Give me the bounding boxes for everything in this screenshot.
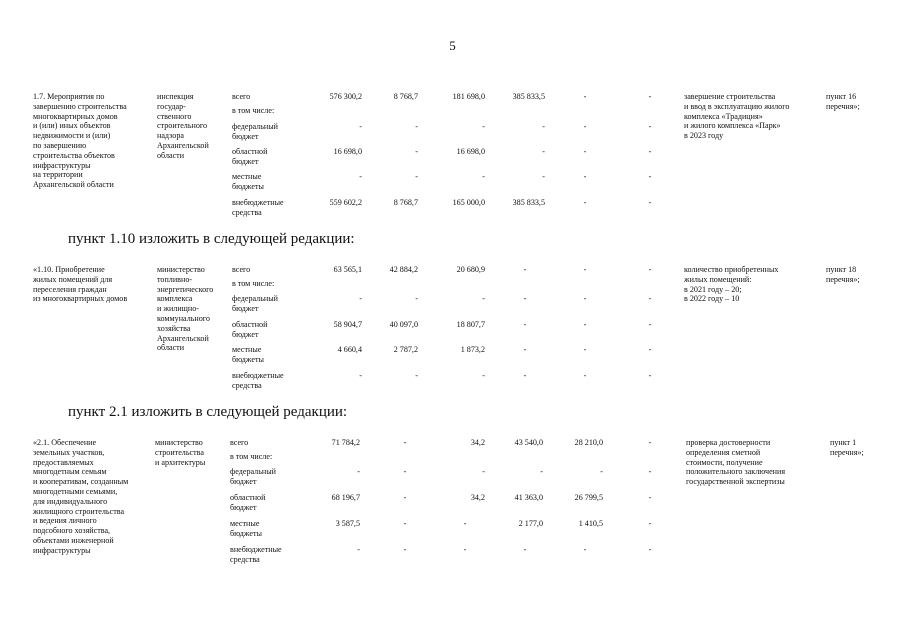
value-year-4: -: [583, 122, 587, 131]
value-year-2: -: [482, 172, 485, 181]
value-year-1: 2 787,2: [393, 345, 418, 354]
value-year-5: -: [648, 147, 652, 156]
value-total: 63 565,1: [333, 265, 362, 274]
value-year-2: -: [482, 122, 485, 131]
list-reference: пункт 1 перечня»;: [830, 438, 864, 457]
value-year-2: 20 680,9: [456, 265, 485, 274]
value-year-4: -: [583, 294, 587, 303]
measure-description: «1.10. Приобретение жилых помещений для переселения граждан из многоквартирных домов: [33, 265, 128, 304]
value-total: 71 784,2: [331, 438, 360, 447]
funding-source: федеральный бюджет: [230, 467, 276, 486]
expected-result: проверка достоверности определения сметной стоимости, получение положительного заключения государственной экспертизы: [686, 438, 786, 487]
funding-source: в том числе:: [230, 452, 273, 461]
value-year-1: 40 097,0: [389, 320, 418, 329]
value-total: 16 698,0: [333, 147, 362, 156]
value-year-3: -: [542, 122, 545, 131]
value-total: -: [357, 545, 360, 554]
funding-source: в том числе:: [232, 106, 275, 115]
value-year-3: 385 833,5: [512, 92, 545, 101]
value-year-2: 1 873,2: [460, 345, 485, 354]
value-total: -: [359, 294, 362, 303]
value-year-3: -: [542, 172, 545, 181]
value-year-2: 16 698,0: [456, 147, 485, 156]
value-year-4: -: [583, 172, 587, 181]
value-total: -: [359, 172, 362, 181]
funding-source: областной бюджет: [230, 493, 266, 512]
value-year-3: 43 540,0: [514, 438, 543, 447]
value-year-5: -: [648, 438, 652, 447]
value-year-4: -: [583, 265, 587, 274]
list-reference: пункт 16 перечня»;: [826, 92, 860, 111]
value-year-3: -: [523, 371, 527, 380]
value-year-2: -: [463, 519, 467, 528]
value-total: -: [359, 122, 362, 131]
value-year-1: -: [403, 493, 407, 502]
value-total: 58 904,7: [333, 320, 362, 329]
amendment-heading: пункт 2.1 изложить в следующей редакции:: [68, 404, 348, 420]
value-total: -: [357, 467, 360, 476]
value-year-2: 181 698,0: [452, 92, 485, 101]
value-year-5: -: [648, 122, 652, 131]
value-year-5: -: [648, 371, 652, 380]
value-total: 3 587,5: [335, 519, 360, 528]
value-year-1: -: [415, 172, 418, 181]
value-year-3: 41 363,0: [514, 493, 543, 502]
value-year-4: -: [583, 198, 587, 207]
amendment-heading: пункт 1.10 изложить в следующей редакции:: [68, 231, 355, 247]
value-year-4: -: [583, 147, 587, 156]
list-reference: пункт 18 перечня»;: [826, 265, 860, 284]
value-year-4: 28 210,0: [574, 438, 603, 447]
value-year-5: -: [648, 493, 652, 502]
value-year-2: 165 000,0: [452, 198, 485, 207]
value-year-2: -: [463, 545, 467, 554]
funding-source: местные бюджеты: [232, 172, 264, 191]
value-year-3: -: [542, 147, 545, 156]
value-year-3: -: [523, 320, 527, 329]
value-year-5: -: [648, 265, 652, 274]
value-total: 576 300,2: [329, 92, 362, 101]
value-year-3: 385 833,5: [512, 198, 545, 207]
value-year-5: -: [648, 172, 652, 181]
value-year-5: -: [648, 467, 652, 476]
value-year-1: -: [403, 467, 407, 476]
funding-source: местные бюджеты: [232, 345, 264, 364]
funding-source: в том числе:: [232, 279, 275, 288]
funding-source: внебюджетные средства: [230, 545, 282, 564]
expected-result: завершение строительства и ввод в эксплуатацию жилого комплекса «Традиция» и жилого комплекса «Парк» в 2023 году: [684, 92, 790, 141]
funding-source: всего: [232, 92, 251, 101]
value-year-2: -: [482, 371, 485, 380]
value-year-1: 42 884,2: [389, 265, 418, 274]
executor: министерство топливно- энергетического комплекса и жилищно- коммунального хозяйства Архангельской области: [157, 265, 214, 353]
funding-source: всего: [232, 265, 251, 274]
value-year-2: -: [482, 467, 485, 476]
funding-source: федеральный бюджет: [232, 294, 278, 313]
value-year-1: -: [403, 545, 407, 554]
measure-description: 1.7. Мероприятия по завершению строительства многоквартирных домов и (или) иных объектов недвижимости и (или) по завершению строительства объектов инфраструктуры на территории Архангельской области: [33, 92, 127, 190]
value-year-1: -: [415, 371, 418, 380]
value-year-1: -: [403, 438, 407, 447]
value-year-1: 8 768,7: [393, 198, 418, 207]
value-year-3: -: [523, 265, 527, 274]
value-year-1: 8 768,7: [393, 92, 418, 101]
value-year-4: -: [583, 345, 587, 354]
funding-source: федеральный бюджет: [232, 122, 278, 141]
value-year-3: 2 177,0: [518, 519, 543, 528]
value-year-1: -: [415, 122, 418, 131]
page-number: 5: [449, 38, 456, 53]
value-year-1: -: [415, 147, 418, 156]
value-year-2: 34,2: [470, 493, 485, 502]
value-year-4: -: [583, 320, 587, 329]
value-year-4: -: [583, 371, 587, 380]
expected-result: количество приобретенных жилых помещений: в 2021 году – 20; в 2022 году – 10: [684, 265, 779, 304]
value-year-3: -: [523, 294, 527, 303]
funding-source: областной бюджет: [232, 320, 268, 339]
executor: инспекция государ- ственного строительного надзора Архангельской области: [157, 92, 209, 160]
value-year-1: -: [415, 294, 418, 303]
value-year-4: -: [583, 92, 587, 101]
value-year-5: -: [648, 519, 652, 528]
value-year-3: -: [540, 467, 543, 476]
value-total: 68 196,7: [331, 493, 360, 502]
value-year-4: 26 799,5: [574, 493, 603, 502]
value-total: 559 602,2: [329, 198, 362, 207]
value-year-4: 1 410,5: [578, 519, 603, 528]
value-total: -: [359, 371, 362, 380]
funding-source: внебюджетные средства: [232, 371, 284, 390]
value-year-5: -: [648, 198, 652, 207]
value-year-5: -: [648, 345, 652, 354]
measure-description: «2.1. Обеспечение земельных участков, предоставляемых многодетным семьям и кооперативам, созданным многодетными семьями, для индивидуального жилищного строительства и ведения личного подсобного хозяйства, объектами инженерной инфраструктуры: [33, 438, 129, 555]
value-year-2: -: [482, 294, 485, 303]
value-year-3: -: [523, 345, 527, 354]
value-year-1: -: [403, 519, 407, 528]
funding-source: всего: [230, 438, 249, 447]
funding-source: внебюджетные средства: [232, 198, 284, 217]
value-year-5: -: [648, 92, 652, 101]
value-year-3: -: [523, 545, 527, 554]
value-year-5: -: [648, 545, 652, 554]
value-year-2: 18 807,7: [456, 320, 485, 329]
executor: министерство строительства и архитектуры: [155, 438, 206, 467]
value-year-5: -: [648, 320, 652, 329]
funding-source: местные бюджеты: [230, 519, 262, 538]
value-year-4: -: [600, 467, 603, 476]
value-year-4: -: [583, 545, 587, 554]
funding-source: областной бюджет: [232, 147, 268, 166]
value-total: 4 660,4: [337, 345, 362, 354]
value-year-5: -: [648, 294, 652, 303]
value-year-2: 34,2: [470, 438, 485, 447]
